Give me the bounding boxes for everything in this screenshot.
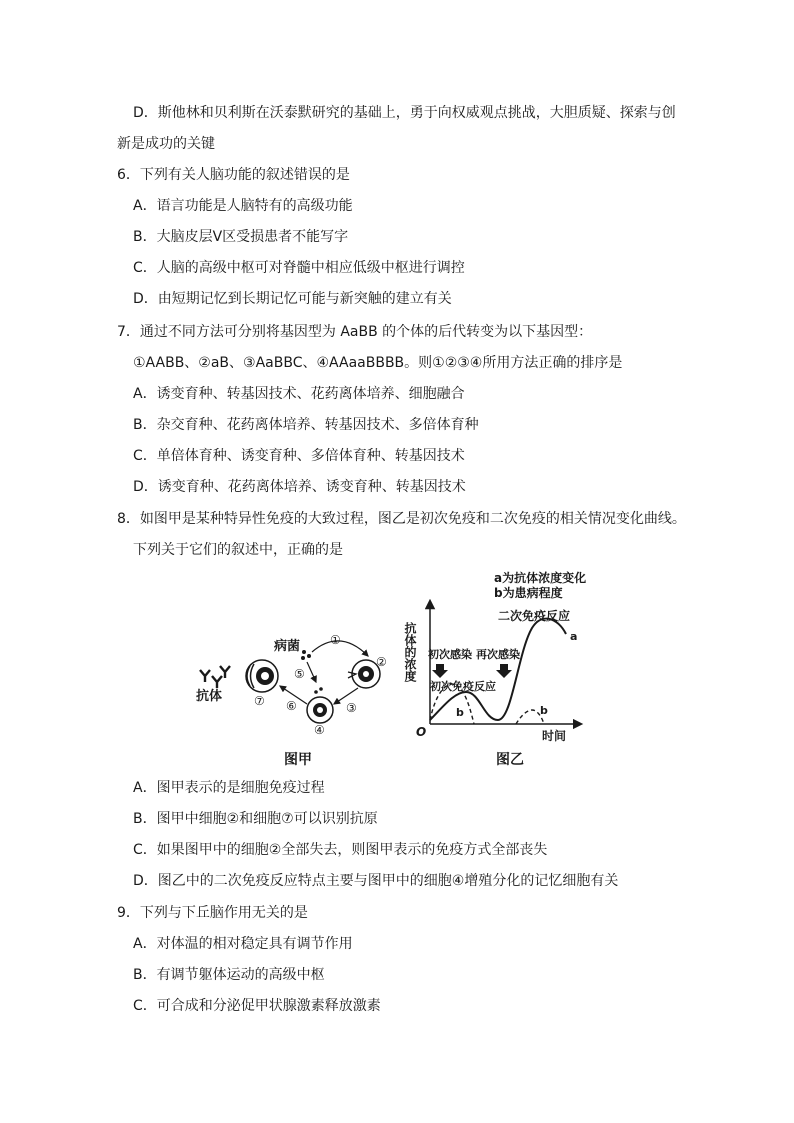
q6-option-b: B．大脑皮层Ⅴ区受损患者不能写字 — [133, 229, 349, 245]
label-secondary-response: 二次免疫反应 — [498, 609, 571, 623]
label-first-infection: 初次感染 — [428, 648, 472, 661]
curve-b1-label: b — [456, 706, 464, 719]
q6-option-d: D．由短期记忆到长期记忆可能与新突触的建立有关 — [133, 291, 452, 307]
num-1: ① — [330, 633, 341, 647]
q6-option-c: C．人脑的高级中枢可对脊髓中相应低级中枢进行调控 — [133, 260, 465, 276]
curve-a-label: a — [570, 630, 578, 643]
x-axis-label: 时间 — [542, 729, 567, 743]
q6-stem: 6．下列有关人脑功能的叙述错误的是 — [117, 167, 350, 183]
bacteria-shape — [301, 650, 311, 660]
q9-option-a: A．对体温的相对稳定具有调节作用 — [133, 936, 353, 952]
caption-figure-jia: 图甲 — [284, 752, 312, 768]
q7-option-d: D．诱变育种、花药离体培养、诱变育种、转基因技术 — [133, 479, 466, 495]
q7-option-c: C．单倍体育种、诱变育种、多倍体育种、转基因技术 — [133, 448, 465, 464]
caption-figure-yi: 图乙 — [496, 752, 524, 768]
q9-stem: 9．下列与下丘脑作用无关的是 — [117, 905, 308, 921]
first-infection-arrow — [432, 664, 448, 678]
num-5: ⑤ — [294, 667, 305, 681]
legend-a: a为抗体浓度变化 — [494, 571, 587, 585]
num-3: ③ — [346, 701, 357, 715]
curve-b2-label: b — [540, 704, 548, 717]
q8-option-b: B．图甲中细胞②和细胞⑦可以识别抗原 — [133, 811, 378, 827]
num-2: ② — [376, 655, 387, 669]
figure-yi — [403, 568, 608, 746]
y-axis-label: 抗体的浓度 — [403, 622, 417, 682]
num-7: ⑦ — [254, 694, 265, 708]
antibody-shapes — [200, 666, 230, 688]
q5-option-d-line1: D．斯他林和贝利斯在沃泰默研究的基础上，勇于向权威观点挑战，大胆质疑、探索与创 — [133, 105, 676, 121]
q9-option-c: C．可合成和分泌促甲状腺激素释放激素 — [133, 998, 381, 1014]
cell-4 — [307, 687, 333, 723]
q7-stem-line2: ①AABB、②aB、③AaBBC、④AAaaBBBB。则①②③④所用方法正确的排序是 — [133, 355, 623, 371]
q7-stem-line1: 7．通过不同方法可分别将基因型为 AaBB 的个体的后代转变为以下基因型： — [117, 324, 593, 340]
q8-option-c: C．如果图甲中的细胞②全部失去，则图甲表示的免疫方式全部丧失 — [133, 842, 548, 858]
q5-option-d-line2: 新是成功的关键 — [117, 136, 215, 152]
q8-stem-line1: 8．如图甲是某种特异性免疫的大致过程，图乙是初次免疫和二次免疫的相关情况变化曲线。 — [117, 511, 686, 527]
label-bacteria: 病菌 — [274, 639, 301, 654]
label-antibody: 抗体 — [196, 689, 223, 704]
label-primary-response: 初次免疫反应 — [430, 680, 496, 693]
q6-option-a: A．语言功能是人脑特有的高级功能 — [133, 198, 353, 214]
q8-option-d: D．图乙中的二次免疫反应特点主要与图甲中的细胞④增殖分化的记忆细胞有关 — [133, 873, 619, 889]
q8-option-a: A．图甲表示的是细胞免疫过程 — [133, 780, 325, 796]
num-6: ⑥ — [286, 699, 297, 713]
q7-option-b: B．杂交育种、花药离体培养、转基因技术、多倍体育种 — [133, 417, 479, 433]
q8-stem-line2: 下列关于它们的叙述中，正确的是 — [133, 542, 343, 558]
num-4: ④ — [314, 723, 325, 737]
q7-option-a: A．诱变育种、转基因技术、花药离体培养、细胞融合 — [133, 386, 465, 402]
figure-jia — [190, 600, 410, 740]
cell-7 — [246, 660, 278, 692]
second-infection-arrow — [496, 664, 512, 678]
q9-option-b: B．有调节躯体运动的高级中枢 — [133, 967, 325, 983]
label-second-infection: 再次感染 — [476, 648, 520, 661]
origin-label: O — [416, 725, 427, 739]
legend-b: b为患病程度 — [494, 586, 563, 600]
